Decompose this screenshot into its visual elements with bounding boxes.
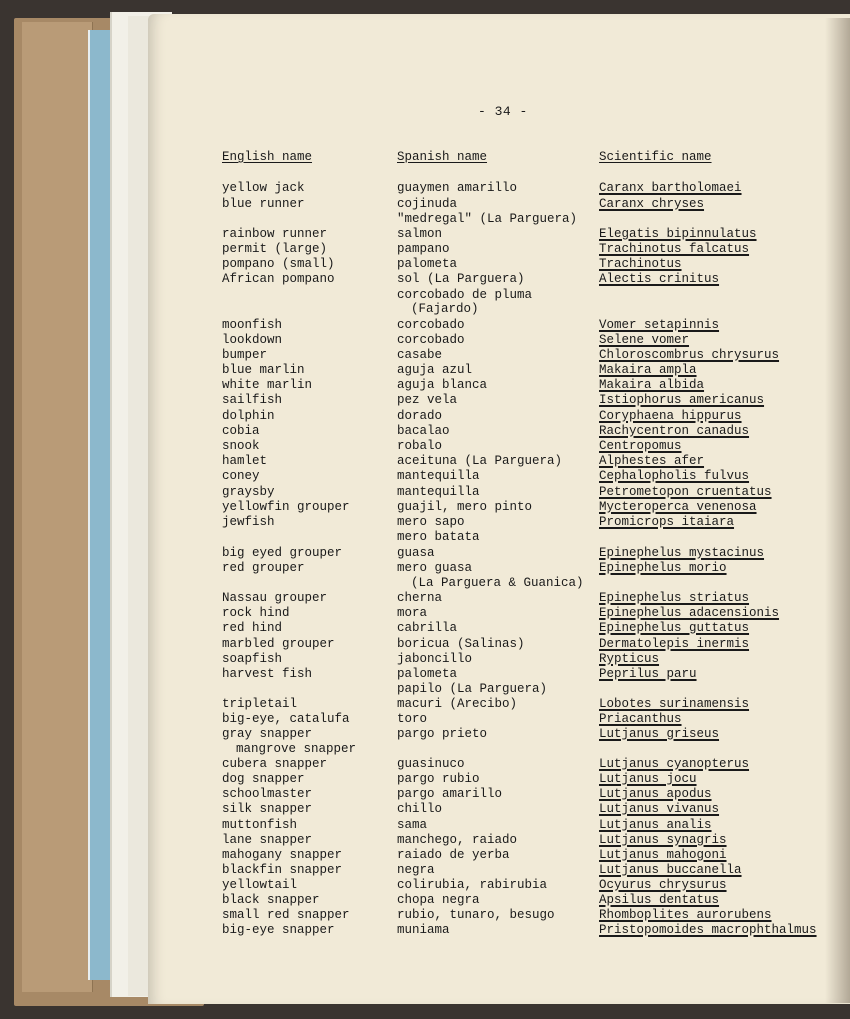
table-row [0,908,850,923]
scientific-name: Lobotes surinamensis [599,697,750,711]
scientific-name: Lutjanus jocu [599,772,697,786]
table-row [0,424,850,439]
scientific-name: Elegatis bipinnulatus [599,227,757,241]
spanish-name: aguja blanca [397,378,488,392]
table-row [0,546,850,561]
spanish-name: palometa [397,257,458,271]
spanish-name: mero batata [397,530,480,544]
scientific-name: Selene vomer [599,333,690,347]
table-row [0,409,850,424]
table-row [0,757,850,772]
english-name: gray snapper [222,727,313,741]
spanish-name: mero sapo [397,515,465,529]
english-name: red grouper [222,561,305,575]
english-name: big eyed grouper [222,546,343,560]
scientific-name: Centropomus [599,439,682,453]
spanish-name: jaboncillo [397,652,473,666]
table-row [0,257,850,272]
english-name: small red snapper [222,908,350,922]
english-name: marbled grouper [222,637,335,651]
header-scientific-name: Scientific name [599,150,712,164]
table-row [0,212,850,227]
table-row [0,878,850,893]
scientific-name: Makaira ampla [599,363,697,377]
scientific-name: Istiophorus americanus [599,393,765,407]
english-name: coney [222,469,260,483]
scientific-name: Alphestes afer [599,454,705,468]
english-name: blue runner [222,197,305,211]
table-row [0,530,850,545]
table-row [0,802,850,817]
english-name: yellowfin grouper [222,500,350,514]
english-name: mahogany snapper [222,848,343,862]
table-row [0,893,850,908]
scientific-name: Lutjanus griseus [599,727,720,741]
english-name: white marlin [222,378,313,392]
english-name: jewfish [222,515,275,529]
spanish-name: guasinuco [397,757,465,771]
table-row [0,500,850,515]
scientific-name: Lutjanus vivanus [599,802,720,816]
spanish-name: casabe [397,348,443,362]
scientific-name: Cephalopholis fulvus [599,469,750,483]
english-name: bumper [222,348,268,362]
spanish-name: pargo prieto [397,727,488,741]
table-row [0,667,850,682]
spanish-name: colirubia, rabirubia [397,878,548,892]
spanish-name: corcobado de pluma [397,288,533,302]
scientific-name: Trachinotus [599,257,682,271]
spanish-name: dorado [397,409,443,423]
scientific-name: Vomer setapinnis [599,318,720,332]
table-row [0,288,850,303]
spanish-name: manchego, raiado [397,833,518,847]
scientific-name: Mycteroperca venenosa [599,500,757,514]
spanish-name: aceituna (La Parguera) [397,454,563,468]
table-row [0,621,850,636]
scientific-name: Coryphaena hippurus [599,409,742,423]
scientific-name: Lutjanus apodus [599,787,712,801]
english-name: rainbow runner [222,227,328,241]
table-row [0,242,850,257]
scientific-name: Makaira albida [599,378,705,392]
scientific-name: Lutjanus synagris [599,833,727,847]
scientific-name: Rhomboplites aurorubens [599,908,772,922]
spanish-name: guasa [397,546,435,560]
spanish-name: cherna [397,591,443,605]
spanish-name: pargo amarillo [397,787,503,801]
page-number: - 34 - [478,104,528,119]
scientific-name: Promicrops itaiara [599,515,735,529]
spanish-name: chopa negra [397,893,480,907]
table-row [0,515,850,530]
english-name: black snapper [222,893,320,907]
header-spanish-name: Spanish name [397,150,488,164]
table-row [0,727,850,742]
spanish-name: "medregal" (La Parguera) [397,212,578,226]
table-row [0,697,850,712]
table-row [0,652,850,667]
table-row [0,454,850,469]
table-row [0,348,850,363]
header-english-name: English name [222,150,313,164]
table-row [0,302,850,317]
table-row [0,833,850,848]
table-row [0,439,850,454]
table-row [0,561,850,576]
table-row [0,591,850,606]
scientific-name: Lutjanus mahogoni [599,848,727,862]
english-name: yellow jack [222,181,305,195]
spanish-name: mantequilla [397,469,480,483]
table-row [0,363,850,378]
scientific-name: Epinephelus guttatus [599,621,750,635]
spanish-name: cabrilla [397,621,458,635]
scientific-name: Trachinotus falcatus [599,242,750,256]
spanish-name: salmon [397,227,443,241]
scientific-name: Epinephelus striatus [599,591,750,605]
spanish-name: guajil, mero pinto [397,500,533,514]
scientific-name: Caranx bartholomaei [599,181,742,195]
english-name: dog snapper [222,772,305,786]
scientific-name: Ocyurus chrysurus [599,878,727,892]
table-row [0,863,850,878]
table-row [0,637,850,652]
english-name: lane snapper [222,833,313,847]
scientific-name: Epinephelus adacensionis [599,606,780,620]
table-row [0,181,850,196]
table-row [0,318,850,333]
english-name: African pompano [222,272,335,286]
spanish-name: guaymen amarillo [397,181,518,195]
scientific-name: Rachycentron canadus [599,424,750,438]
table-row [0,272,850,287]
spanish-name: chillo [397,802,443,816]
spanish-name: corcobado [397,318,465,332]
english-name: cobia [222,424,260,438]
scientific-name: Priacanthus [599,712,682,726]
spanish-name: aguja azul [397,363,473,377]
english-name: muttonfish [222,818,298,832]
english-name: silk snapper [222,802,313,816]
spanish-name: mantequilla [397,485,480,499]
english-name: sailfish [222,393,283,407]
scientific-name: Alectis crinitus [599,272,720,286]
table-row [0,333,850,348]
table-row [0,197,850,212]
table-row [0,712,850,727]
english-name: permit (large) [222,242,328,256]
spanish-name: negra [397,863,435,877]
scientific-name: Lutjanus buccanella [599,863,742,877]
spanish-name: sama [397,818,428,832]
scientific-name: Epinephelus morio [599,561,727,575]
table-row [0,378,850,393]
table-row [0,227,850,242]
english-name: dolphin [222,409,275,423]
scientific-name: Petrometopon cruentatus [599,485,772,499]
english-name: schoolmaster [222,787,313,801]
spanish-name: cojinuda [397,197,458,211]
spanish-name: toro [397,712,428,726]
table-row [0,469,850,484]
spanish-name: pampano [397,242,450,256]
table-row [0,606,850,621]
english-name: cubera snapper [222,757,328,771]
table-row [0,772,850,787]
spanish-name: bacalao [397,424,450,438]
english-name: blue marlin [222,363,305,377]
spanish-name: (La Parguera & Guanica) [411,576,584,590]
table-row [0,848,850,863]
spanish-name: (Fajardo) [411,302,479,316]
spanish-name: rubio, tunaro, besugo [397,908,555,922]
table-row [0,485,850,500]
spanish-name: sol (La Parguera) [397,272,525,286]
english-name: pompano (small) [222,257,335,271]
table-row [0,682,850,697]
spanish-name: palometa [397,667,458,681]
table-row [0,576,850,591]
table-row [0,742,850,757]
spanish-name: macuri (Arecibo) [397,697,518,711]
english-name: graysby [222,485,275,499]
scientific-name: Dermatolepis inermis [599,637,750,651]
spanish-name: boricua (Salinas) [397,637,525,651]
table-row [0,923,850,938]
scientific-name: Lutjanus cyanopterus [599,757,750,771]
scientific-name: Caranx chryses [599,197,705,211]
english-name: mangrove snapper [236,742,357,756]
scientific-name: Chloroscombrus chrysurus [599,348,780,362]
spanish-name: mero guasa [397,561,473,575]
spanish-name: robalo [397,439,443,453]
english-name: big-eye, catalufa [222,712,350,726]
scientific-name: Apsilus dentatus [599,893,720,907]
scientific-name: Lutjanus analis [599,818,712,832]
english-name: tripletail [222,697,298,711]
english-name: snook [222,439,260,453]
scientific-name: Epinephelus mystacinus [599,546,765,560]
table-row [0,393,850,408]
scientific-name: Rypticus [599,652,660,666]
english-name: moonfish [222,318,283,332]
english-name: hamlet [222,454,268,468]
english-name: big-eye snapper [222,923,335,937]
spanish-name: papilo (La Parguera) [397,682,548,696]
english-name: harvest fish [222,667,313,681]
scientific-name: Pristopomoides macrophthalmus [599,923,817,937]
english-name: lookdown [222,333,283,347]
english-name: yellowtail [222,878,298,892]
english-name: Nassau grouper [222,591,328,605]
english-name: rock hind [222,606,290,620]
english-name: red hind [222,621,283,635]
spanish-name: corcobado [397,333,465,347]
spanish-name: pez vela [397,393,458,407]
table-row [0,818,850,833]
spanish-name: mora [397,606,428,620]
spanish-name: pargo rubio [397,772,480,786]
spanish-name: muniama [397,923,450,937]
table-row [0,787,850,802]
spanish-name: raiado de yerba [397,848,510,862]
english-name: blackfin snapper [222,863,343,877]
scientific-name: Peprilus paru [599,667,697,681]
english-name: soapfish [222,652,283,666]
